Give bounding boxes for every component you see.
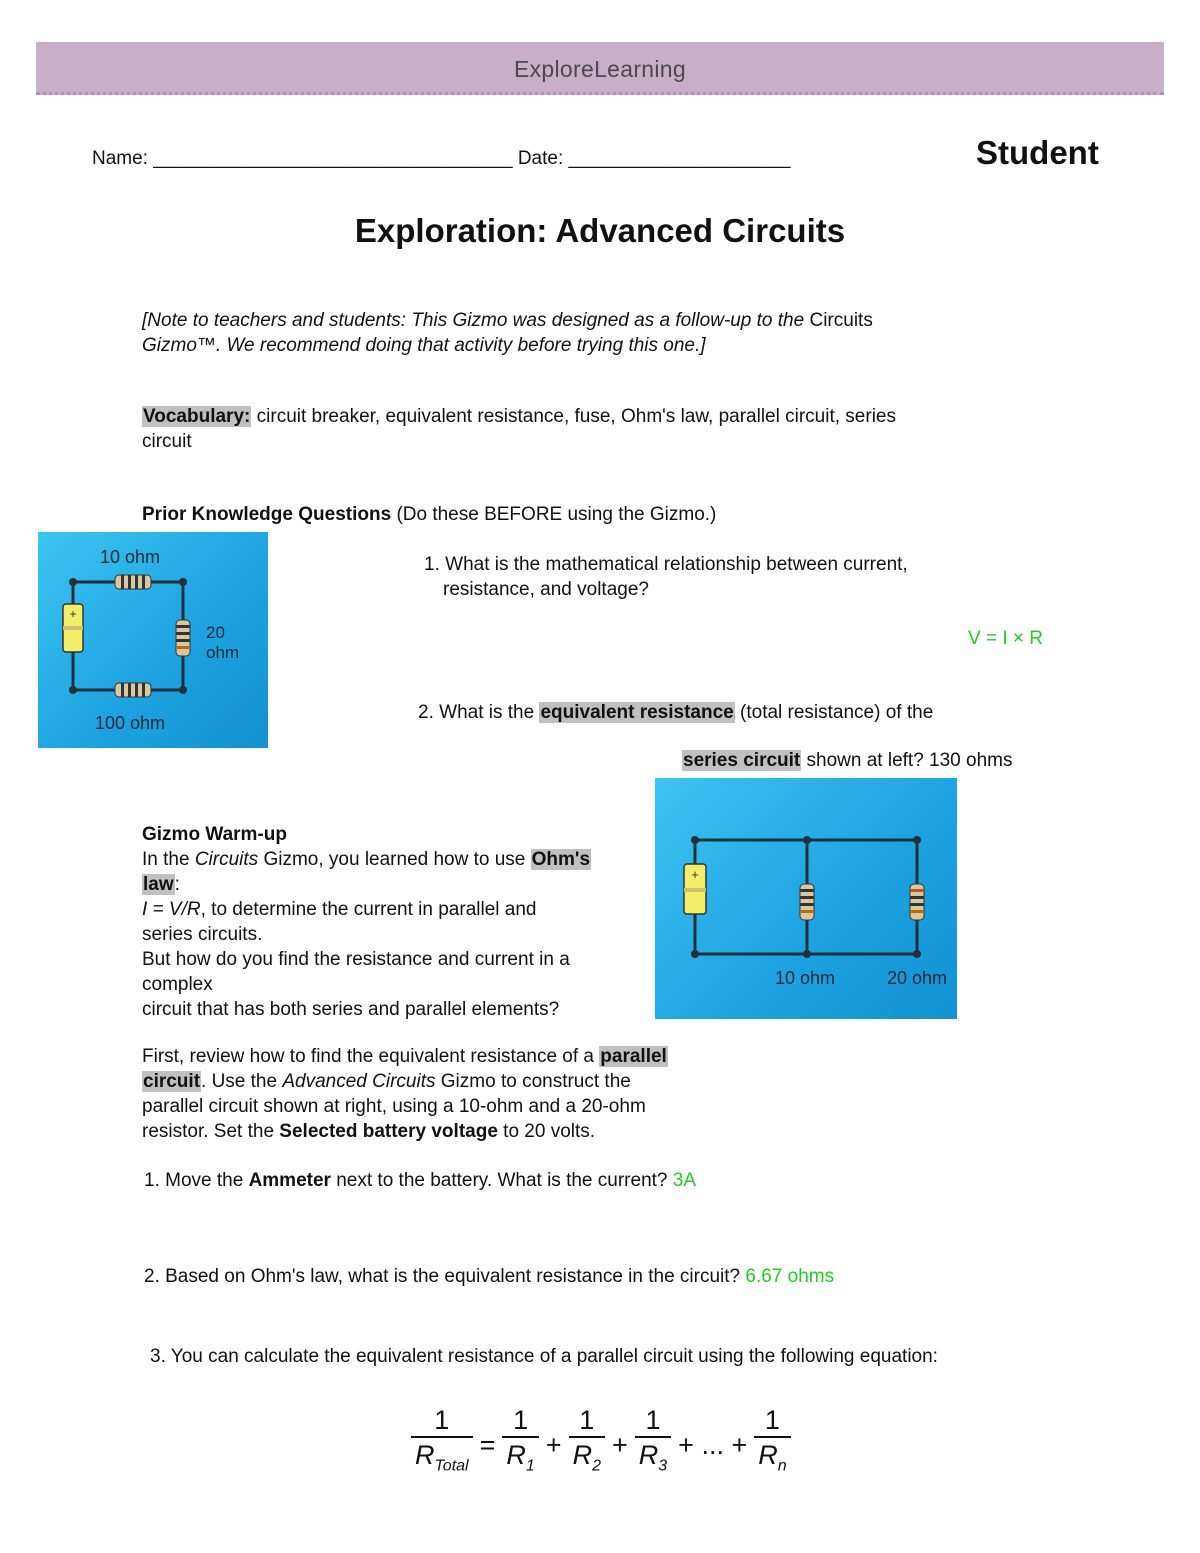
page-title: Exploration: Advanced Circuits — [354, 212, 846, 249]
teacher-note — [142, 308, 873, 358]
prior-q1-number: 1. — [424, 554, 440, 575]
equation-r-total-sub: Total — [434, 1457, 469, 1475]
warmup-l1-term: Ohm's — [531, 849, 591, 870]
series-bottom-label: 100 ohm — [94, 713, 166, 733]
prior-q1-answer: V = I × R — [968, 628, 1043, 649]
prior-q1-line2: resistance, and voltage? — [443, 579, 649, 600]
review-l4-bold: Selected battery voltage — [279, 1121, 498, 1142]
prior-question-2 — [418, 700, 933, 725]
svg-text:+: + — [691, 867, 699, 882]
prior-question-2-cont — [682, 748, 1013, 773]
review-l1-term: parallel — [600, 1046, 667, 1067]
equation-r3-fraction — [635, 1404, 671, 1483]
equation-r3: R — [638, 1440, 659, 1470]
vocabulary-line1: circuit breaker, equivalent resistance, fuse, Ohm's law, parallel circuit, series — [256, 406, 896, 427]
equation-r2-fraction — [569, 1404, 605, 1483]
question-1-answer: 3A — [672, 1170, 697, 1191]
equation-r-total: R — [415, 1440, 435, 1470]
vocabulary-line2: circuit — [142, 431, 192, 452]
question-1-pre: 1. Move the — [144, 1170, 244, 1191]
prior-q2-post: (total resistance) of the — [740, 702, 934, 723]
warmup-l1-post: Gizmo, you learned how to use — [263, 849, 526, 870]
equation-r1-sub: 1 — [525, 1457, 535, 1475]
warmup-l7: circuit that has both series and parallel elements? — [142, 999, 560, 1020]
equation-r3-sub: 3 — [658, 1457, 668, 1475]
question-2-answer: 6.67 ohms — [745, 1266, 835, 1287]
review-l2-term: circuit — [143, 1071, 201, 1092]
equation-r1: R — [506, 1440, 526, 1470]
equation-numerator: 1 — [579, 1405, 595, 1435]
equation-rn: R — [758, 1440, 778, 1470]
warmup-l1-pre: In the — [142, 849, 190, 870]
warmup-heading: Gizmo Warm-up — [142, 824, 287, 845]
vocabulary-label: Vocabulary: — [143, 406, 251, 427]
student-label: Student — [976, 134, 1099, 171]
review-l4-post: to 20 volts. — [503, 1121, 596, 1142]
series-top-label: 10 ohm — [99, 547, 161, 567]
prior-q2-term: equivalent resistance — [540, 702, 734, 723]
name-date-line — [92, 146, 790, 171]
equation-plus: + — [545, 1430, 562, 1461]
review-l1-pre: First, review how to find the equivalent resistance of a — [142, 1046, 595, 1067]
equation-numerator: 1 — [513, 1405, 529, 1435]
equation-r2-sub: 2 — [592, 1457, 601, 1475]
name-blank: __________________________________ — [153, 148, 513, 169]
equation-total-fraction — [411, 1404, 473, 1483]
parallel-circuit-figure — [655, 778, 957, 1019]
series-circuit-diagram — [38, 532, 268, 748]
review-l2-mid: . Use the — [201, 1071, 278, 1092]
equation-equals: = — [479, 1430, 496, 1461]
date-label: Date: — [517, 148, 564, 169]
prior-q2-pre: What is the — [439, 702, 535, 723]
equation-r2: R — [572, 1440, 593, 1470]
question-3: 3. You can calculate the equivalent resistance of a parallel circuit using the following equation: — [150, 1346, 938, 1367]
equation-rn-sub: n — [777, 1457, 787, 1475]
question-1-bold: Ammeter — [248, 1170, 331, 1191]
equation-numerator: 1 — [434, 1405, 450, 1435]
review-l3: parallel circuit shown at right, using a 10-ohm and a 20-ohm — [142, 1096, 646, 1117]
equation-numerator: 1 — [645, 1405, 661, 1435]
prior-knowledge-title: Prior Knowledge Questions — [142, 504, 392, 525]
series-circuit-figure — [38, 532, 268, 748]
parallel-resistance-equation — [408, 1404, 794, 1483]
note-line1-regular: Circuits — [809, 310, 873, 331]
review-l2-post: Gizmo to construct the — [440, 1071, 631, 1092]
name-label: Name: — [92, 148, 148, 169]
warmup-l2-post: : — [174, 874, 180, 895]
prior-question-1 — [424, 552, 908, 602]
warmup-l4: series circuits. — [142, 924, 263, 945]
prior-knowledge-heading — [142, 502, 716, 527]
warmup-l3-post: , to determine the current in parallel and — [200, 899, 537, 920]
series-right-label-1: 20 — [206, 623, 225, 642]
equation-plus: + — [611, 1430, 628, 1461]
note-line2: Gizmo™. We recommend doing that activity before trying this one.] — [142, 335, 706, 356]
parallel-label-1: 10 ohm — [774, 968, 836, 988]
date-blank: _____________________ — [568, 148, 791, 169]
parallel-label-2: 20 ohm — [886, 968, 948, 988]
warmup-l5: But how do you find the resistance and current in a — [142, 949, 570, 970]
explorelearning-logo: ExploreLearning — [513, 56, 686, 82]
prior-q1-line1: What is the mathematical relationship between current, — [445, 554, 908, 575]
question-2 — [144, 1264, 834, 1289]
prior-q2-tail: shown at left? 130 ohms — [806, 750, 1013, 771]
prior-knowledge-subtitle: (Do these BEFORE using the Gizmo.) — [396, 504, 717, 525]
question-2-text: 2. Based on Ohm's law, what is the equivalent resistance in the circuit? — [144, 1266, 741, 1287]
warmup-section — [142, 822, 591, 1022]
equation-rn-fraction — [754, 1404, 790, 1483]
svg-text:+: + — [69, 607, 77, 621]
prior-q2-term2: series circuit — [683, 750, 801, 771]
warmup-l6: complex — [142, 974, 213, 995]
vocabulary-section — [142, 404, 896, 454]
prior-q2-number: 2. — [418, 702, 434, 723]
equation-ellipsis: + ... + — [678, 1430, 748, 1461]
question-1-post: next to the battery. What is the current? — [336, 1170, 668, 1191]
warmup-l1-italic: Circuits — [194, 849, 259, 870]
review-section — [142, 1044, 668, 1144]
warmup-l2-term: law — [143, 874, 174, 895]
parallel-circuit-diagram — [655, 778, 957, 1019]
header-band — [36, 42, 1164, 95]
equation-numerator: 1 — [764, 1405, 780, 1435]
question-1 — [144, 1168, 696, 1193]
review-l4-pre: resistor. Set the — [142, 1121, 275, 1142]
review-l2-italic: Advanced Circuits — [282, 1071, 436, 1092]
series-right-label-2: ohm — [206, 643, 240, 662]
equation-r1-fraction — [502, 1404, 538, 1483]
warmup-formula: I = V/R — [142, 899, 201, 920]
note-line1-italic: [Note to teachers and students: This Gizmo was designed as a follow-up to the — [142, 310, 805, 331]
